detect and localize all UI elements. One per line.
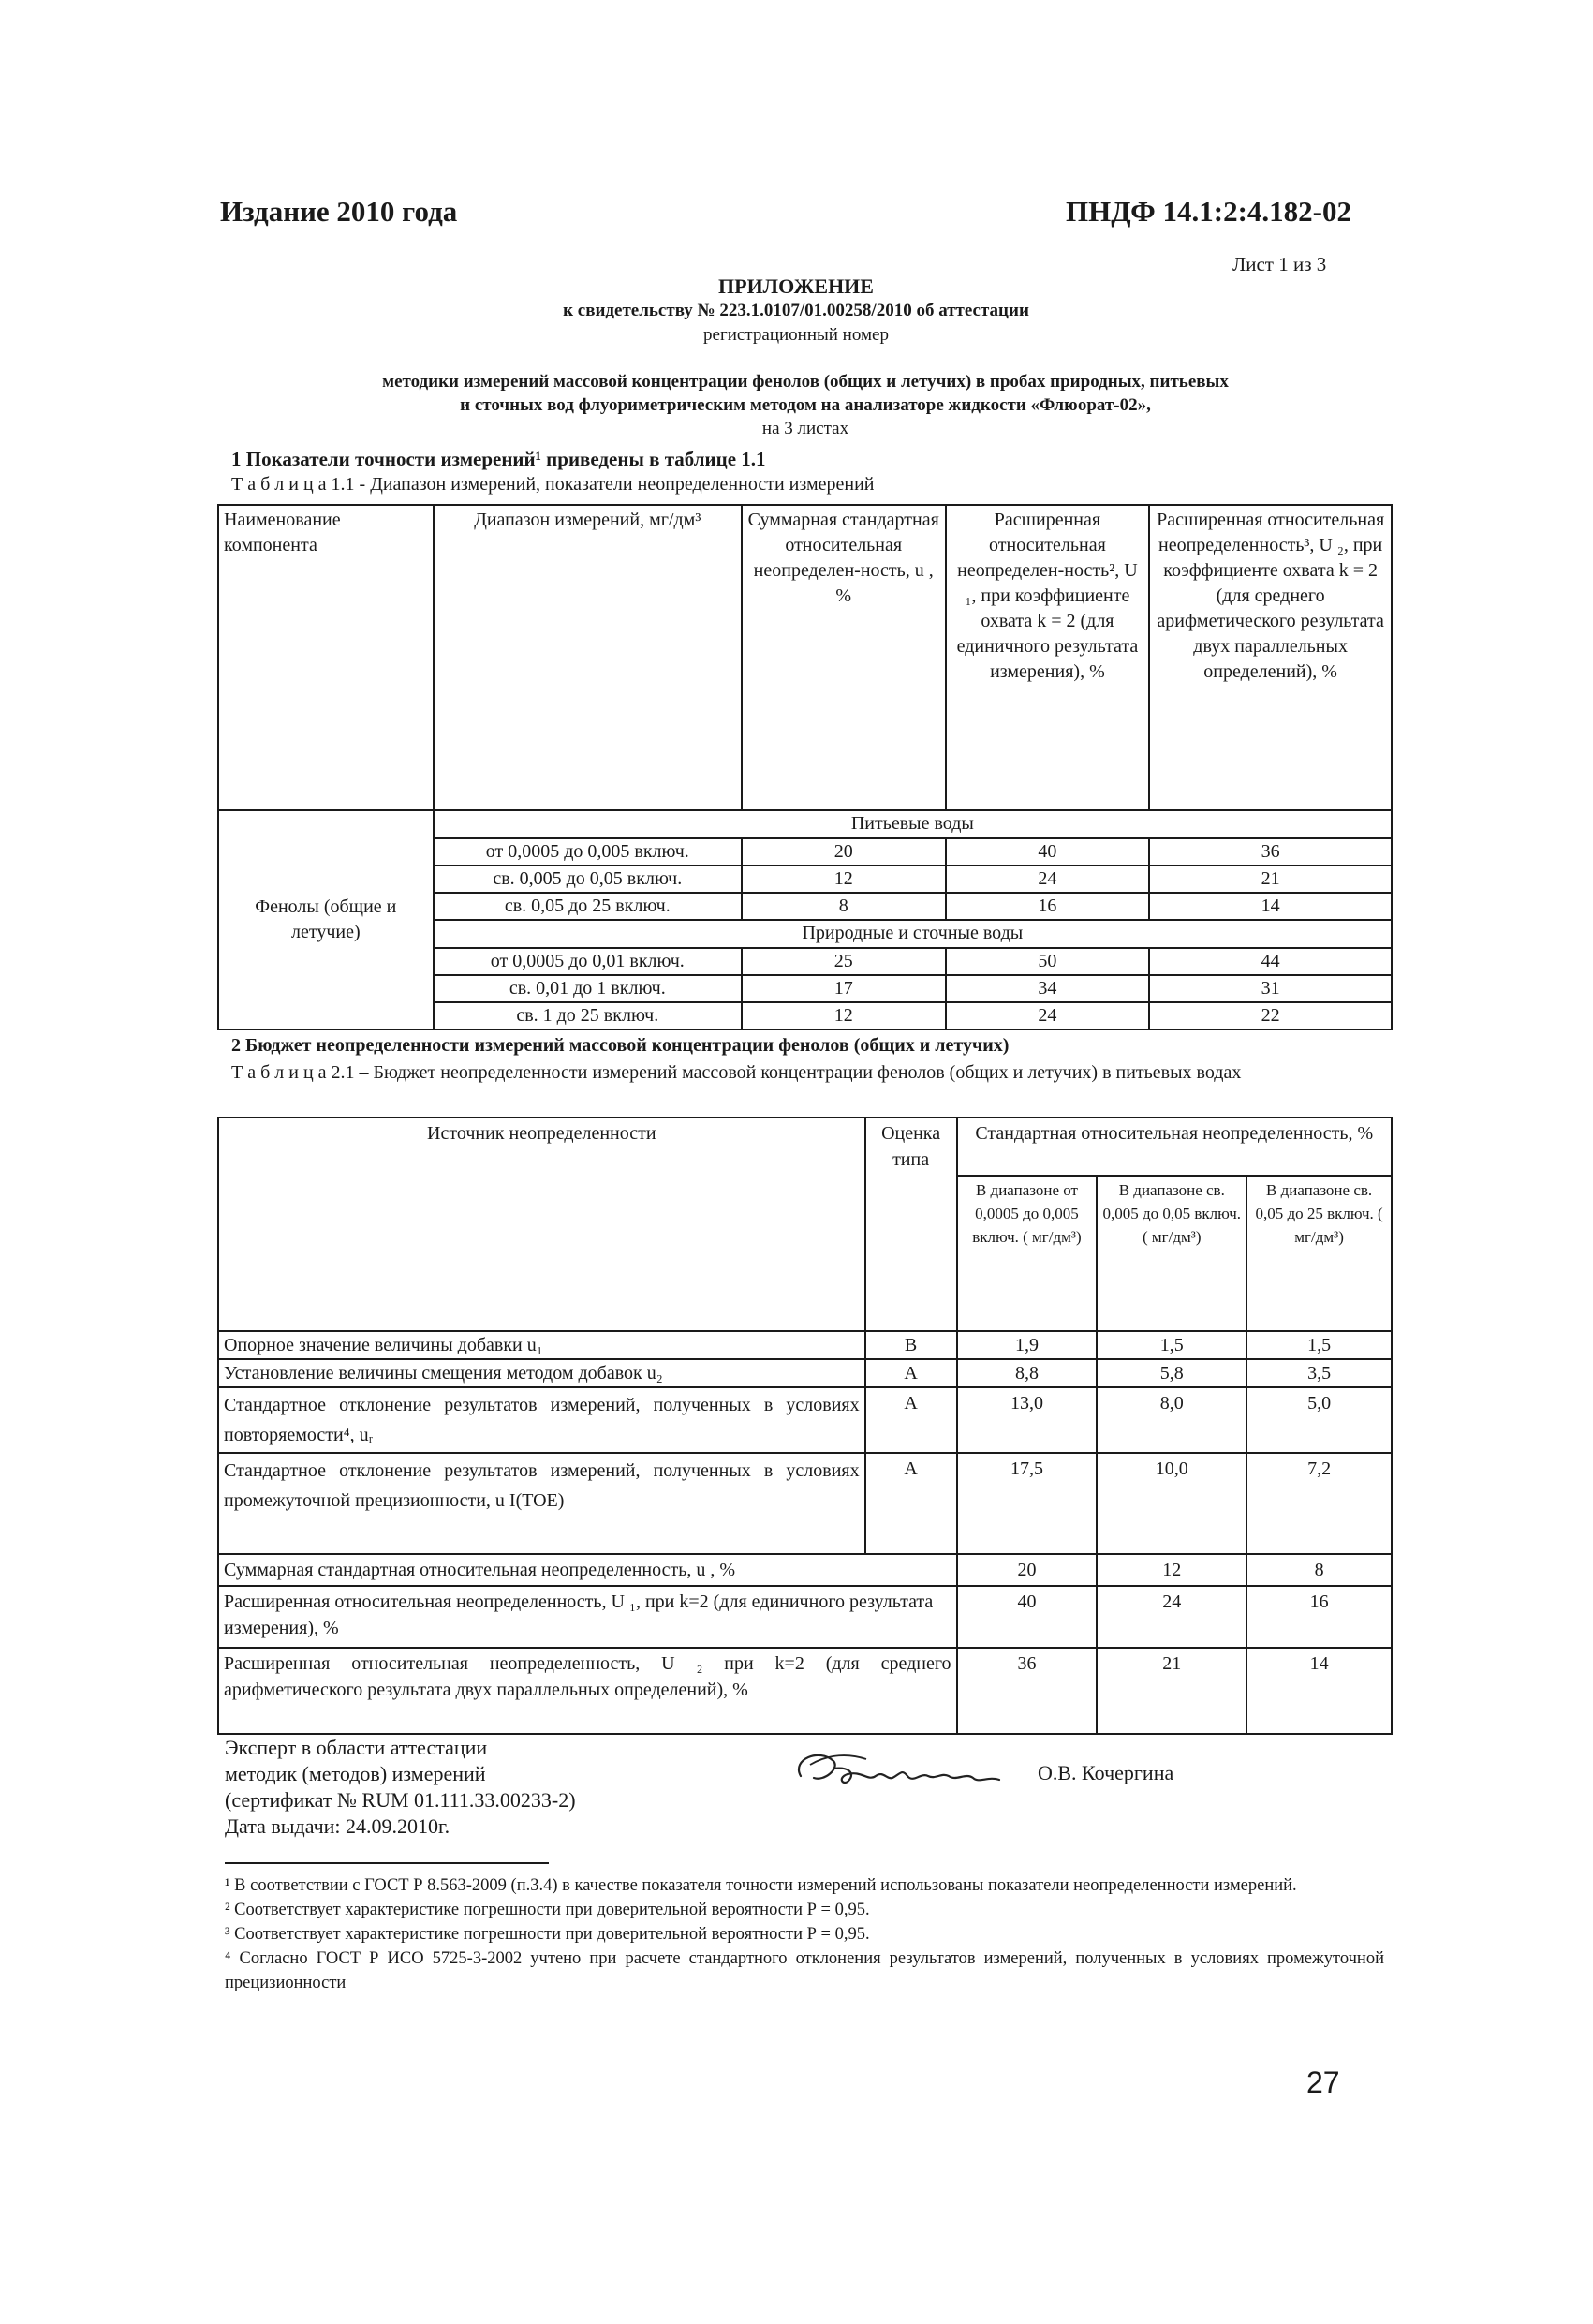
header-range: Диапазон измерений, мг/дм³: [434, 505, 742, 810]
footnote-divider: [225, 1862, 549, 1864]
expert-line-4: Дата выдачи: 24.09.2010г.: [225, 1814, 450, 1838]
section-1-heading: 1 Показатели точности измерений¹ приведены в таблице 1.1: [231, 448, 766, 470]
sheet-label: Лист 1 из 3: [1232, 253, 1327, 275]
group-label-drinking: Питьевые воды: [434, 810, 1392, 838]
footnotes: [225, 1873, 1384, 1995]
summary-label: Расширенная относительная неопределенность, U ₂ при k=2 (для среднего арифметического результата двух параллельных определений), %: [218, 1648, 957, 1734]
U2-cell: 21: [1149, 866, 1392, 893]
group-label-natural: Природные и сточные воды: [434, 920, 1392, 948]
expert-line-2: методик (методов) измерений: [225, 1762, 486, 1785]
range-cell: св. 0,005 до 0,05 включ.: [434, 866, 742, 893]
value-cell: 17,5: [957, 1453, 1098, 1554]
value-cell: 21: [1097, 1648, 1246, 1734]
value-cell: 24: [1097, 1586, 1246, 1648]
source-cell: Опорное значение величины добавки u₁: [218, 1331, 865, 1359]
summary-label: Расширенная относительная неопределенность, U ₁, при k=2 (для единичного результата измерения), %: [218, 1586, 957, 1648]
header-std: Стандартная относительная неопределенность, %: [957, 1118, 1392, 1176]
header-U1: Расширенная относительная неопределен-ность², U ₁, при коэффициенте охвата k = 2 (для единичного результата измерения), %: [946, 505, 1150, 810]
range-cell: св. 0,01 до 1 включ.: [434, 975, 742, 1002]
U1-cell: 24: [946, 1002, 1150, 1029]
appendix-block: [187, 274, 1405, 348]
u-cell: 8: [742, 893, 946, 920]
table-1-header-row: [218, 505, 1392, 810]
expert-line-1: Эксперт в области аттестации: [225, 1736, 488, 1759]
value-cell: 12: [1097, 1554, 1246, 1586]
value-cell: 10,0: [1097, 1453, 1246, 1554]
summary-row: [218, 1554, 1392, 1586]
source-cell: Стандартное отклонение результатов измерений, полученных в условиях промежуточной прецизионности, u I(TOE): [218, 1453, 865, 1554]
summary-row: [218, 1586, 1392, 1648]
u-cell: 12: [742, 866, 946, 893]
table-2-header-row: [218, 1118, 1392, 1176]
source-cell: Стандартное отклонение результатов измерений, полученных в условиях повторяемости⁴, uᵣ: [218, 1387, 865, 1453]
U1-cell: 40: [946, 838, 1150, 866]
header-u: Суммарная стандартная относительная неопределен-ность, u , %: [742, 505, 946, 810]
table-row: [218, 1359, 1392, 1387]
range-cell: св. 1 до 25 включ.: [434, 1002, 742, 1029]
value-cell: 5,0: [1246, 1387, 1392, 1453]
table-2: [217, 1117, 1393, 1735]
header-range-2: В диапазоне св. 0,005 до 0,05 включ. ( мг/дм³): [1097, 1176, 1246, 1331]
U2-cell: 22: [1149, 1002, 1392, 1029]
method-line-1: методики измерений массовой концентрации фенолов (общих и летучих) в пробах природных, питьевых: [382, 372, 1229, 392]
expert-line-3: (сертификат № RUM 01.111.33.00233-2): [225, 1788, 576, 1812]
table-1: [217, 504, 1393, 1030]
type-cell: B: [865, 1331, 957, 1359]
value-cell: 13,0: [957, 1387, 1098, 1453]
type-cell: A: [865, 1453, 957, 1554]
value-cell: 8,0: [1097, 1387, 1246, 1453]
range-cell: от 0,0005 до 0,005 включ.: [434, 838, 742, 866]
component-name: Фенолы (общие и летучие): [218, 810, 434, 1029]
header-source: Источник неопределенности: [218, 1118, 865, 1331]
table-1-caption: Т а б л и ц а 1.1 - Диапазон измерений, показатели неопределенности измерений: [231, 474, 875, 495]
sheets-line: на 3 листах: [761, 419, 849, 438]
U1-cell: 34: [946, 975, 1150, 1002]
u-cell: 12: [742, 1002, 946, 1029]
value-cell: 14: [1246, 1648, 1392, 1734]
footnote-2: ² Соответствует характеристике погрешности при доверительной вероятности Р = 0,95.: [225, 1901, 870, 1919]
header-component: Наименование компонента: [218, 505, 434, 810]
U2-cell: 44: [1149, 948, 1392, 975]
table-2-caption: Т а б л и ц а 2.1 – Бюджет неопределенности измерений массовой концентрации фенолов (общих и летучих) в питьевых водах: [231, 1062, 1242, 1083]
header-type: Оценка типа: [865, 1118, 957, 1331]
source-cell: Установление величины смещения методом добавок u₂: [218, 1359, 865, 1387]
u-cell: 17: [742, 975, 946, 1002]
table-row: [218, 1331, 1392, 1359]
edition-label: Издание 2010 года: [220, 195, 458, 228]
value-cell: 1,5: [1097, 1331, 1246, 1359]
value-cell: 36: [957, 1648, 1098, 1734]
U1-cell: 16: [946, 893, 1150, 920]
footnote-4: ⁴ Согласно ГОСТ Р ИСО 5725-3-2002 учтено при расчете стандартного отклонения результатов измерений, полученных в условиях промежуточной прецизионности: [225, 1949, 1384, 1992]
value-cell: 1,9: [957, 1331, 1098, 1359]
u-cell: 25: [742, 948, 946, 975]
type-cell: A: [865, 1359, 957, 1387]
value-cell: 3,5: [1246, 1359, 1392, 1387]
signature-image: [782, 1740, 1016, 1806]
type-cell: A: [865, 1387, 957, 1453]
table-row: [218, 1453, 1392, 1554]
value-cell: 7,2: [1246, 1453, 1392, 1554]
certificate-line: к свидетельству № 223.1.0107/01.00258/2010 об аттестации: [563, 301, 1029, 320]
value-cell: 8: [1246, 1554, 1392, 1586]
registration-label: регистрационный номер: [703, 325, 889, 345]
value-cell: 20: [957, 1554, 1098, 1586]
U2-cell: 36: [1149, 838, 1392, 866]
table-row: [218, 1387, 1392, 1453]
U1-cell: 24: [946, 866, 1150, 893]
U1-cell: 50: [946, 948, 1150, 975]
value-cell: 5,8: [1097, 1359, 1246, 1387]
U2-cell: 14: [1149, 893, 1392, 920]
u-cell: 20: [742, 838, 946, 866]
expert-name: О.В. Кочергина: [1038, 1761, 1174, 1784]
method-line-2: и сточных вод флуориметрическим методом на анализаторе жидкости «Флюорат-02»,: [460, 395, 1151, 415]
header-range-1: В диапазоне от 0,0005 до 0,005 включ. ( мг/дм³): [957, 1176, 1098, 1331]
expert-block: [225, 1735, 576, 1840]
footnote-3: ³ Соответствует характеристике погрешности при доверительной вероятности Р = 0,95.: [225, 1925, 870, 1944]
value-cell: 40: [957, 1586, 1098, 1648]
footnote-1: ¹ В соответствии с ГОСТ Р 8.563-2009 (п.3.4) в качестве показателя точности измерений использованы показатели неопределенности измерений.: [225, 1876, 1297, 1895]
method-title: [225, 370, 1386, 440]
document-code: ПНДФ 14.1:2:4.182-02: [1066, 195, 1351, 228]
page-number: 27: [1306, 2065, 1340, 2099]
value-cell: 1,5: [1246, 1331, 1392, 1359]
summary-label: Суммарная стандартная относительная неопределенность, u , %: [218, 1554, 957, 1586]
section-2-heading: 2 Бюджет неопределенности измерений массовой концентрации фенолов (общих и летучих): [231, 1035, 1010, 1056]
appendix-title: ПРИЛОЖЕНИЕ: [718, 274, 874, 298]
value-cell: 8,8: [957, 1359, 1098, 1387]
header-U2: Расширенная относительная неопределенность³, U ₂, при коэффициенте охвата k = 2 (для среднего арифметического результата двух параллельных определений), %: [1149, 505, 1392, 810]
group-row-drinking: [218, 810, 1392, 838]
range-cell: св. 0,05 до 25 включ.: [434, 893, 742, 920]
value-cell: 16: [1246, 1586, 1392, 1648]
U2-cell: 31: [1149, 975, 1392, 1002]
header-range-3: В диапазоне св. 0,05 до 25 включ. ( мг/дм³): [1246, 1176, 1392, 1331]
range-cell: от 0,0005 до 0,01 включ.: [434, 948, 742, 975]
summary-row: [218, 1648, 1392, 1734]
